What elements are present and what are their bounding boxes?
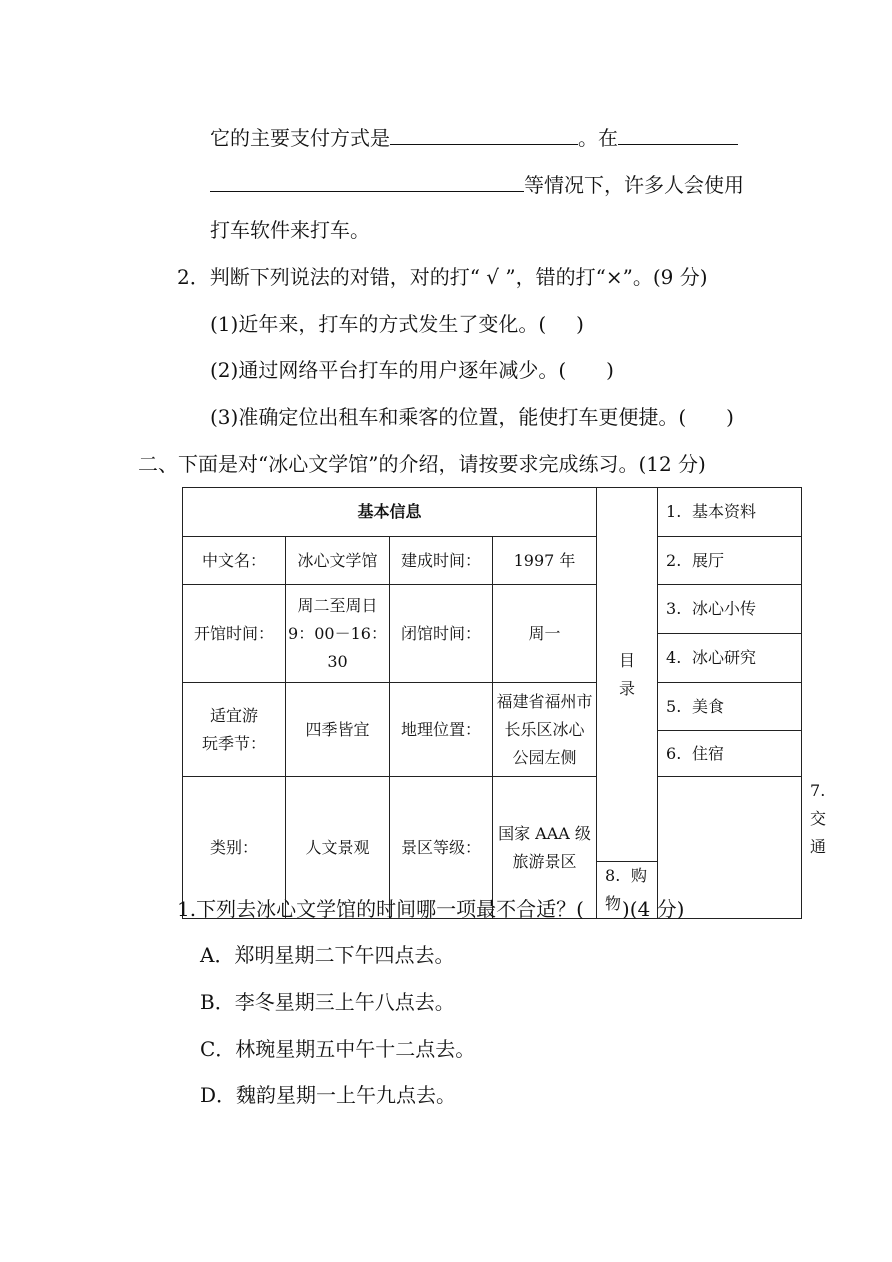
option-b[interactable]: B．李冬星期三上午八点去。 [200, 990, 455, 1014]
cell-label: 景区等级： [390, 777, 493, 919]
info-table [182, 487, 827, 919]
cell-value: 1997 年 [493, 537, 597, 585]
cell-value: 四季皆宜 [286, 683, 390, 777]
question-2-stem: 2．判断下列说法的对错，对的打“ √ ”，错的打“×”。(9 分) [177, 265, 708, 289]
question-2-item [210, 405, 734, 429]
item-close: ) [576, 312, 584, 336]
fill-in-line-1 [210, 124, 738, 150]
cell-label: 地理位置： [390, 683, 493, 777]
item-text: (2)通过网络平台打车的用户逐年减少。( [210, 358, 567, 382]
stem-close: )(4 分) [621, 897, 685, 921]
toc-label: 基本资料 [692, 502, 757, 521]
toc-num: 6. [666, 743, 682, 763]
item-close: ) [726, 405, 734, 429]
stem-text: 1.下列去冰心文学馆的时间哪一项最不合适？( [177, 897, 584, 921]
item-text: (1)近年来，打车的方式发生了变化。( [210, 312, 547, 336]
toc-item[interactable] [658, 488, 802, 537]
toc-label: 美食 [692, 696, 725, 716]
item-close: ) [606, 358, 614, 382]
question-text: 它的主要支付方式是 [210, 126, 390, 150]
toc-label: 购物 [605, 866, 648, 913]
directory-label [597, 488, 658, 862]
cell-label: 开馆时间： [183, 585, 286, 683]
cell-line: 公园左侧 [512, 747, 577, 767]
cell-line: 适宜游 [209, 705, 258, 725]
question-2-item [210, 312, 584, 336]
cell-value: 冰心文学馆 [286, 537, 390, 585]
fill-in-line-2 [210, 171, 744, 197]
directory-char: 录 [619, 678, 636, 698]
answer-blank[interactable] [618, 124, 738, 145]
cell-line: 玩季节： [201, 733, 266, 753]
directory-char: 目 [619, 650, 636, 670]
toc-num: 7. [810, 781, 826, 800]
toc-num: 1. [666, 502, 682, 521]
cell-line: 周二至周日 [297, 595, 378, 615]
cell-label: 类别： [183, 777, 286, 919]
option-d[interactable]: D．魏韵星期一上午九点去。 [200, 1083, 457, 1107]
option-a[interactable]: A．郑明星期二下午四点去。 [200, 943, 455, 967]
toc-label: 交通 [810, 809, 827, 856]
toc-item[interactable] [658, 537, 802, 585]
toc-num: 2. [666, 550, 682, 570]
toc-num: 3. [666, 599, 682, 618]
question-stem [177, 897, 684, 921]
question-text: 等情况下，许多人会使用 [524, 173, 744, 197]
question-2-item [210, 358, 614, 382]
toc-item[interactable] [658, 731, 802, 777]
cell-line: 旅游景区 [512, 851, 577, 871]
cell-label: 闭馆时间： [390, 585, 493, 683]
cell-value: 人文景观 [286, 777, 390, 919]
toc-item[interactable] [658, 683, 802, 731]
item-text: (3)准确定位出租车和乘客的位置，能使打车更便捷。( [210, 405, 687, 429]
cell-line: 9：00－16：30 [288, 623, 387, 671]
toc-num: 5. [666, 696, 682, 716]
table-header: 基本信息 [183, 488, 597, 537]
toc-num: 4. [666, 648, 682, 667]
cell-label: 中文名： [183, 537, 286, 585]
section-heading: 二、下面是对“冰心文学馆”的介绍，请按要求完成练习。(12 分) [138, 452, 706, 476]
toc-item[interactable] [658, 585, 802, 634]
cell-label: 建成时间： [390, 537, 493, 585]
cell-line: 国家 AAA 级 [498, 823, 591, 843]
option-c[interactable]: C．林琬星期五中午十二点去。 [200, 1037, 476, 1061]
toc-num: 8. [605, 866, 621, 885]
toc-label: 冰心小传 [692, 599, 757, 618]
toc-label: 冰心研究 [692, 648, 757, 667]
cell-value [286, 585, 390, 683]
answer-blank[interactable] [390, 124, 578, 145]
toc-label: 展厅 [692, 550, 725, 570]
question-text: 。在 [578, 126, 618, 150]
toc-item[interactable] [658, 634, 802, 683]
cell-value [493, 683, 597, 777]
cell-label [183, 683, 286, 777]
answer-blank[interactable] [210, 171, 524, 192]
cell-line: 福建省福州市 [496, 691, 593, 711]
toc-label: 住宿 [692, 743, 725, 763]
cell-line: 长乐区冰心 [504, 719, 585, 739]
cell-value: 周一 [493, 585, 597, 683]
fill-in-line-3: 打车软件来打车。 [210, 218, 370, 242]
